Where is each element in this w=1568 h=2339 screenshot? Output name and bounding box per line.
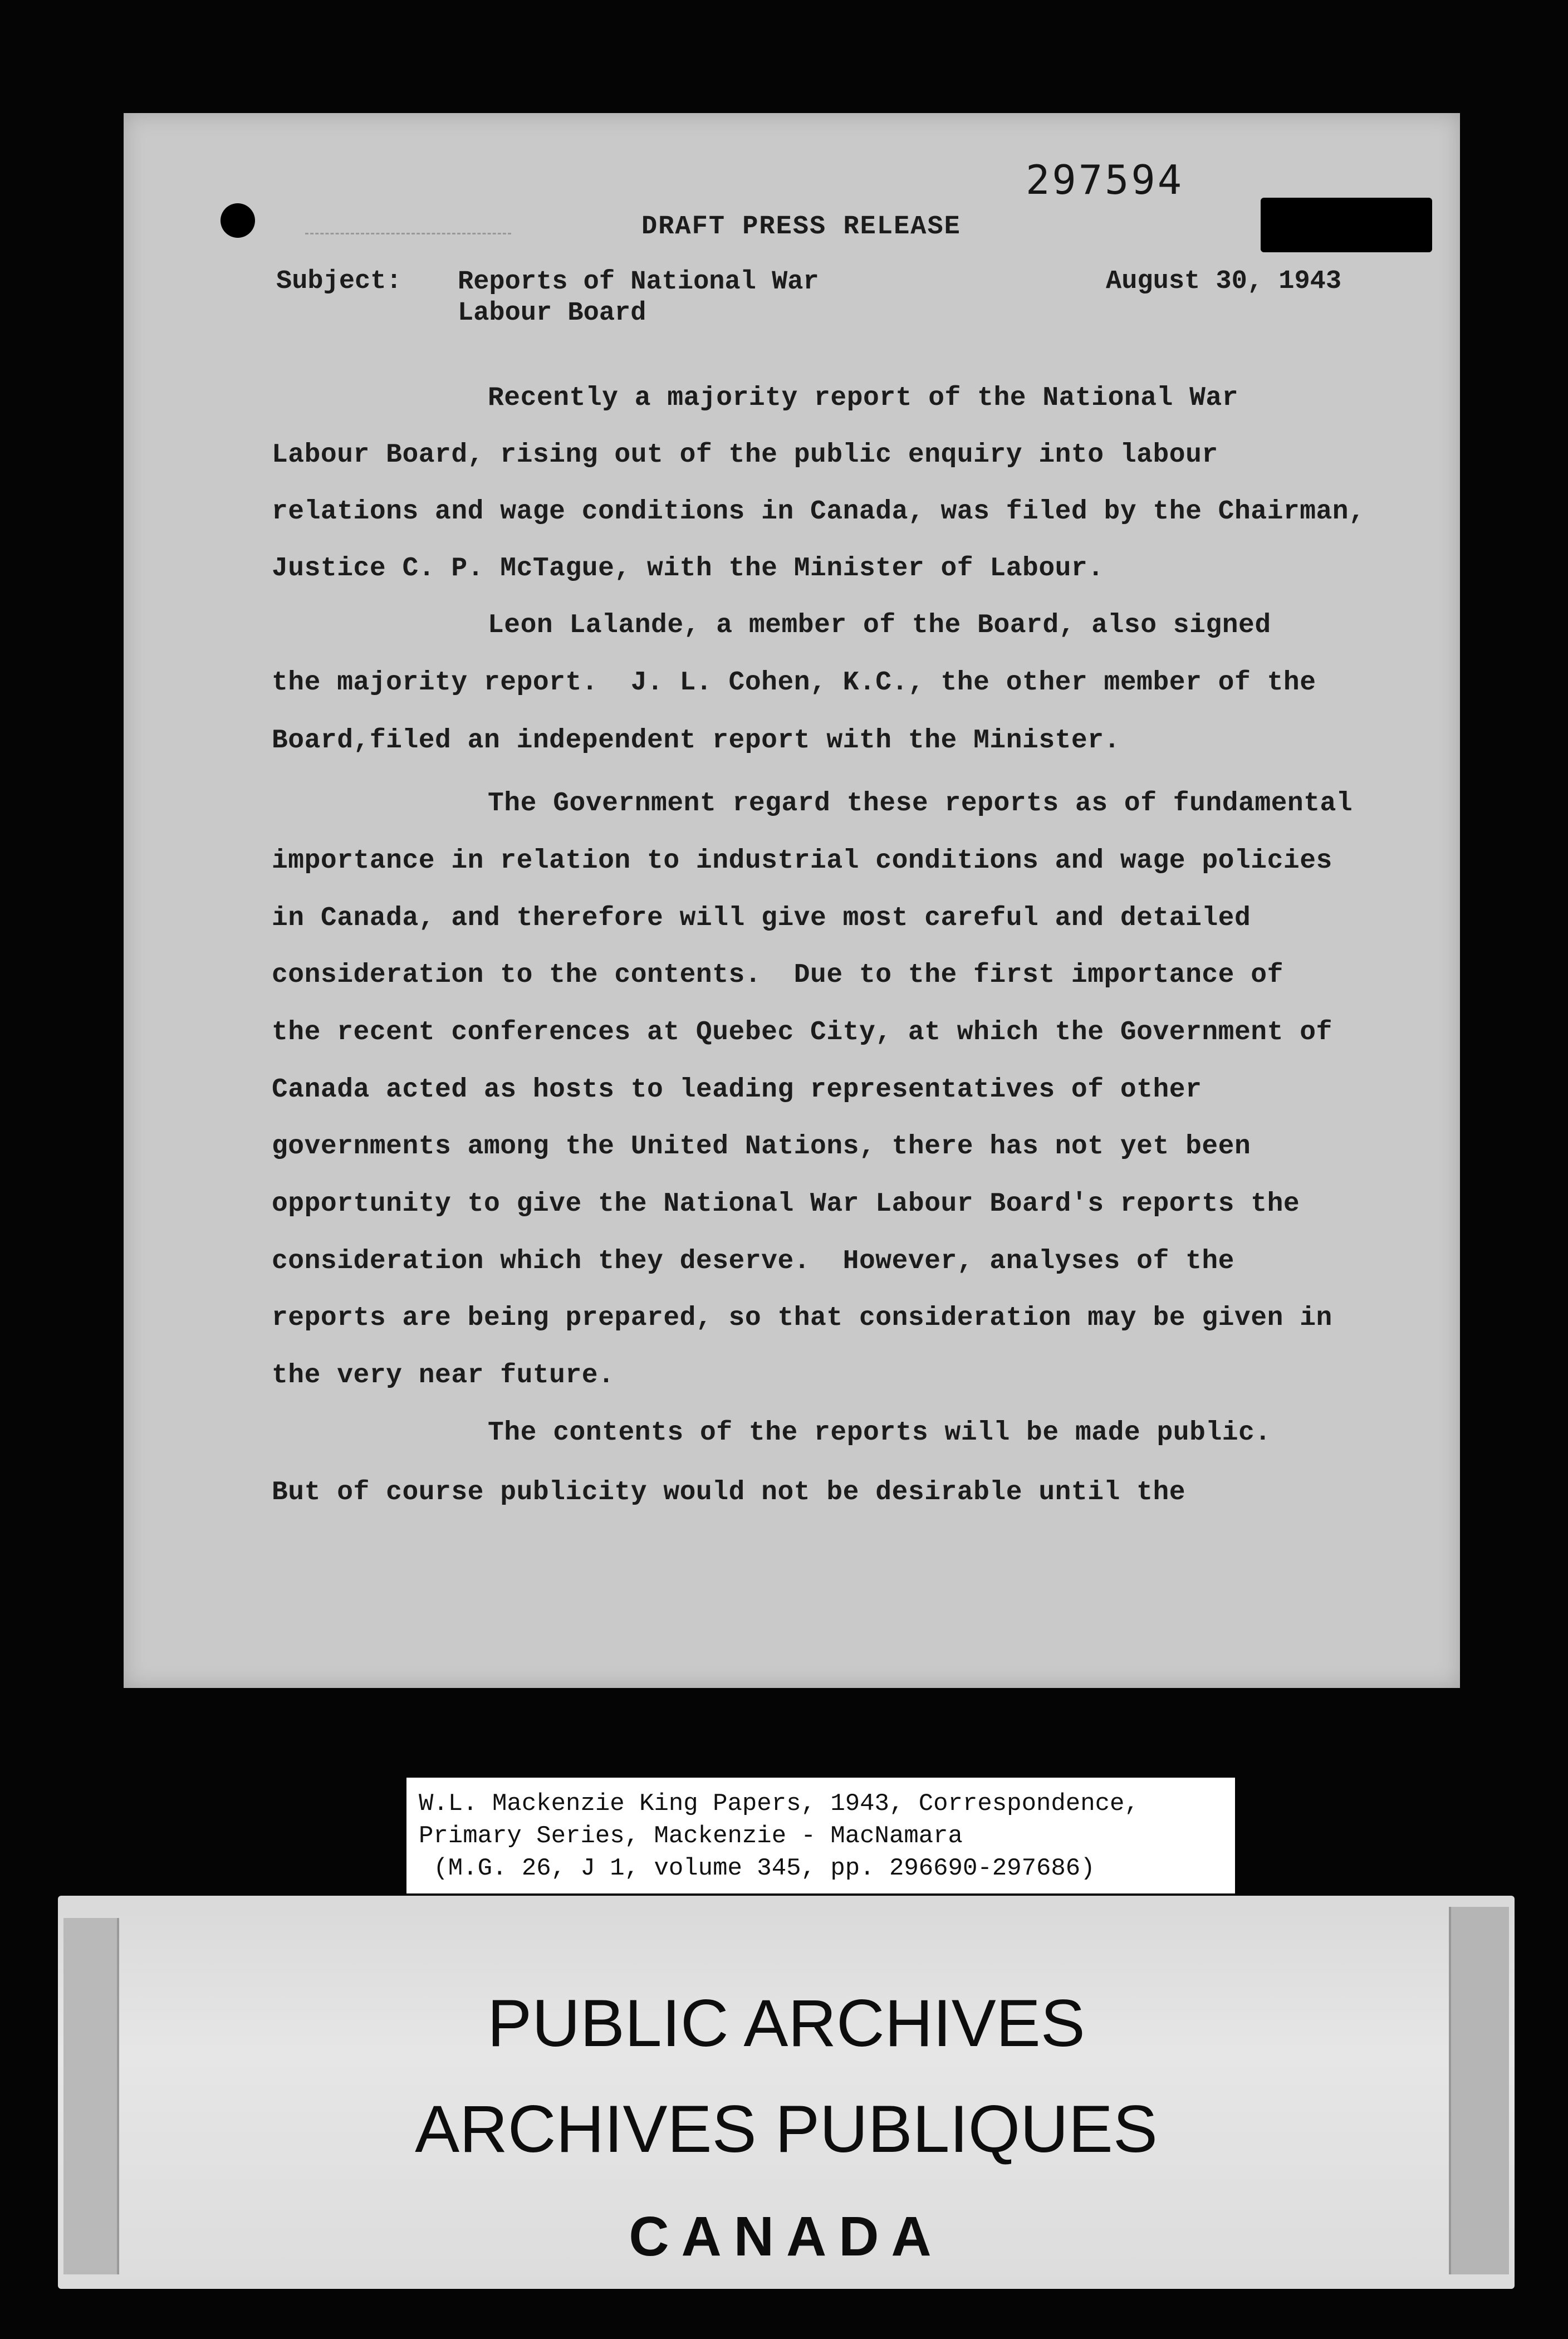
document-number: 297594 — [1026, 156, 1184, 203]
document-page — [124, 113, 1460, 1688]
document-date: August 30, 1943 — [1106, 267, 1342, 296]
archive-citation-label — [406, 1778, 1235, 1893]
banner-line-2: ARCHIVES PUBLIQUES — [415, 2092, 1158, 2166]
citation-line-2: Primary Series, Mackenzie - MacNamara — [419, 1822, 963, 1850]
body-line: the majority report. J. L. Cohen, K.C., the other member of the — [272, 668, 1316, 698]
banner-line-1: PUBLIC ARCHIVES — [487, 1986, 1085, 2061]
body-line: Canada acted as hosts to leading representatives of other — [272, 1075, 1202, 1105]
body-line: the recent conferences at Quebec City, at which the Government of — [272, 1017, 1332, 1048]
punch-hole — [220, 203, 255, 238]
body-line: consideration which they deserve. However, analyses of the — [272, 1246, 1234, 1276]
citation-line-1: W.L. Mackenzie King Papers, 1943, Correspondence, — [419, 1790, 1139, 1818]
body-line: governments among the United Nations, there has not yet been — [272, 1132, 1251, 1162]
body-line: The contents of the reports will be made public. — [488, 1418, 1271, 1448]
body-line: importance in relation to industrial conditions and wage policies — [272, 846, 1332, 876]
body-line: in Canada, and therefore will give most careful and detailed — [272, 903, 1251, 933]
redaction-block — [1261, 198, 1432, 252]
document-title: DRAFT PRESS RELEASE — [641, 212, 961, 242]
body-line: the very near future. — [272, 1361, 615, 1391]
faint-rule — [305, 233, 511, 234]
body-line: consideration to the contents. Due to the first importance of — [272, 960, 1283, 990]
banner-line-3: CANADA — [629, 2205, 944, 2268]
archives-banner — [58, 1896, 1515, 2289]
citation-line-3: (M.G. 26, J 1, volume 345, pp. 296690-297686) — [419, 1854, 1095, 1882]
body-line: The Government regard these reports as of fundamental — [488, 789, 1353, 819]
body-line: relations and wage conditions in Canada, was filed by the Chairman, — [272, 497, 1365, 527]
body-line: Justice C. P. McTague, with the Minister of Labour. — [272, 554, 1104, 584]
body-line: opportunity to give the National War Labour Board's reports the — [272, 1189, 1300, 1219]
body-line: reports are being prepared, so that consideration may be given in — [272, 1303, 1332, 1333]
body-line: Leon Lalande, a member of the Board, also signed — [488, 610, 1271, 640]
body-line: Board,filed an independent report with the Minister. — [272, 726, 1120, 756]
subject-line-2: Labour Board — [458, 299, 646, 328]
body-line: But of course publicity would not be desirable until the — [272, 1477, 1186, 1508]
subject-text — [458, 267, 819, 329]
subject-line-1: Reports of National War — [458, 267, 819, 297]
body-line: Recently a majority report of the National War — [488, 383, 1239, 413]
subject-label: Subject: — [276, 267, 402, 296]
body-line: Labour Board, rising out of the public enquiry into labour — [272, 440, 1218, 470]
